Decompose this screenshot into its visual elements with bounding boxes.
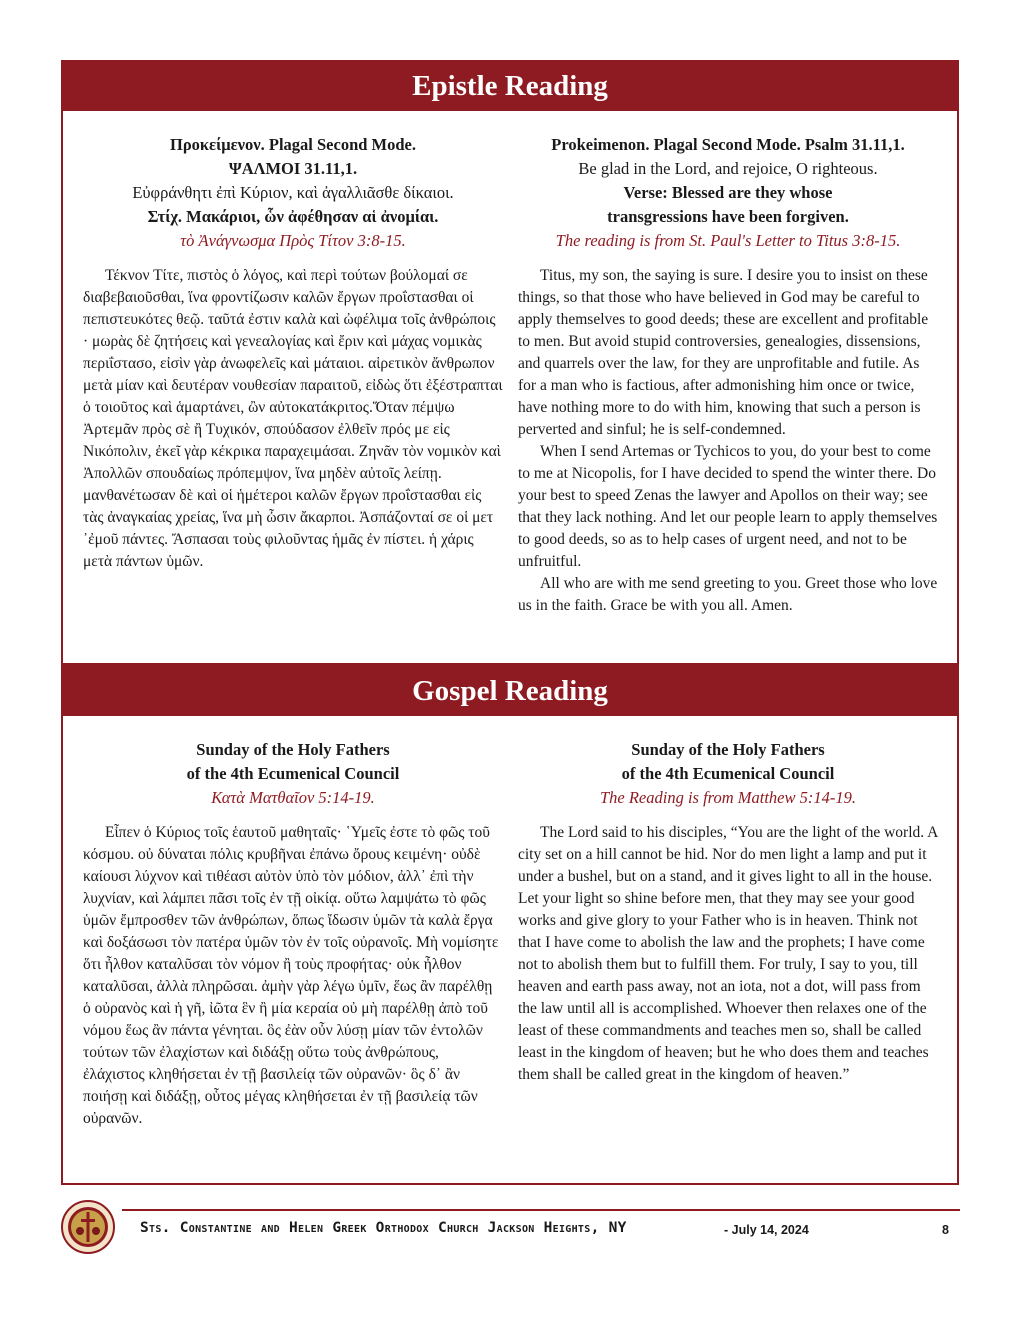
- feast-subtitle-greek: of the 4th Ecumenical Council: [186, 764, 400, 783]
- feast-title-english: Sunday of the Holy Fathers: [631, 740, 825, 759]
- verse-greek: Στίχ. Μακάριοι, ὧν ἀφέθησαν αἱ ἀνομίαι.: [147, 207, 439, 226]
- gospel-reference-english: The Reading is from Matthew 5:14-19.: [599, 788, 857, 807]
- verse-english-cont: transgressions have been forgiven.: [607, 207, 849, 226]
- gospel-greek-column: [83, 738, 503, 1130]
- gospel-greek-text: [83, 822, 503, 1130]
- epistle-reference-greek: τὸ Ἀνάγνωσμα Πρὸς Τίτον 3:8-15.: [180, 231, 406, 250]
- epistle-english-column: [518, 133, 938, 617]
- epistle-greek-heading: [83, 133, 503, 253]
- prokeimenon-greek: Προκείμενον. Plagal Second Mode.: [169, 135, 416, 154]
- gospel-section: [61, 665, 959, 1185]
- feast-subtitle-english: of the 4th Ecumenical Council: [621, 764, 835, 783]
- church-seal-icon: [61, 1200, 115, 1254]
- epistle-section: [61, 60, 959, 665]
- gospel-english-column: [518, 738, 938, 1086]
- page-number: 8: [942, 1223, 949, 1237]
- epistle-english-text: [518, 265, 938, 617]
- psalm-greek: ΨΑΛΜΟΙ 31.11,1.: [228, 159, 358, 178]
- paragraph: Τέκνον Τίτε, πιστὸς ὁ λόγος, καὶ περὶ τούτων βούλομαί σε διαβεβαιοῦσθαι, ἵνα φροντίζωσιν καλῶν ἔργων προΐστασθαι οἱ πεπιστευκότες θεῷ. ταῦτά ἐστιν καλὰ καὶ ὠφέλιμα τοῖς ἀνθρώποις · μωρὰς δὲ ζητήσεις καὶ γενεαλογίας καὶ ἔριν καὶ μάχας νομικὰς περιΐστασο, εἰσὶν γὰρ ἀνωφελεῖς καὶ μάταιοι. αἱρετικὸν ἄνθρωπον μετὰ μίαν καὶ δευτέραν νουθεσίαν παραιτοῦ, εἰδὼς ὅτι ἐξέστραπται ὁ τοιοῦτος καὶ ἁμαρτάνει, ὢν αὐτοκατάκριτος.Ὅταν πέμψω Ἀρτεμᾶν πρὸς σὲ ἢ Τυχικόν, σπούδασον ἐλθεῖν πρός με εἰς Νικόπολιν, ἐκεῖ γὰρ κέκρικα παραχειμάσαι. Ζηνᾶν τὸν νομικὸν καὶ Ἀπολλῶν σπουδαίως πρόπεμψον, ἵνα μηδὲν αὐτοῖς λείπῃ. μανθανέτωσαν δὲ καὶ οἱ ἡμέτεροι καλῶν ἔργων προΐστασθαι εἰς τὰς ἀναγκαίας χρείας, ἵνα μὴ ὦσιν ἄκαρποι. Ἀσπάζονταί σε οἱ μετ ᾿ἐμοῦ πάντες. Ἄσπασαι τοὺς φιλοῦντας ἡμᾶς ἐν πίστει. ἡ χάρις μετὰ πάντων ὑμῶν.: [83, 267, 503, 570]
- paragraph: Εἶπεν ὁ Κύριος τοῖς ἑαυτοῦ μαθηταῖς· ῾Υμεῖς ἐστε τὸ φῶς τοῦ κόσμου. οὐ δύναται πόλις κρυβῆναι ἐπάνω ὄρους κειμένη· οὐδὲ καίουσι λύχνον καὶ τιθέασι αὐτὸν ὑπὸ τὸν μόδιον, ἀλλ᾿ ἐπὶ τὴν λυχνίαν, καὶ λάμπει πᾶσι τοῖς ἐν τῇ οἰκίᾳ. οὕτω λαμψάτω τὸ φῶς ὑμῶν ἔμπροσθεν τῶν ἀνθρώπων, ὅπως ἴδωσιν ὑμῶν τὰ καλὰ ἔργα καὶ δοξάσωσι τὸν πατέρα ὑμῶν τὸν ἐν τοῖς οὐρανοῖς. Μὴ νομίσητε ὅτι ἦλθον καταλῦσαι τὸν νόμον ἢ τοὺς προφήτας· οὐκ ἦλθον καταλῦσαι, ἀλλὰ πληρῶσαι. ἀμὴν γὰρ λέγω ὑμῖν, ἕως ἂν παρέλθῃ ὁ οὐρανὸς καὶ ἡ γῆ, ἰῶτα ἓν ἢ μία κεραία οὐ μὴ παρέλθῃ ἀπὸ τοῦ νόμου ἕως ἂν πάντα γένηται. ὃς ἐὰν οὖν λύσῃ μίαν τῶν ἐντολῶν τούτων τῶν ἐλαχίστων καὶ διδάξῃ οὕτω τοὺς ἀνθρώπους, ἐλάχιστος κληθήσεται ἐν τῇ βασιλείᾳ τῶν οὐρανῶν· ὃς δ᾿ ἂν ποιήσῃ καὶ διδάξῃ, οὗτος μέγας κληθήσεται ἐν τῇ βασιλείᾳ τῶν οὐρανῶν.: [83, 824, 499, 1127]
- prokeimenon-text-english: Be glad in the Lord, and rejoice, O righteous.: [578, 159, 878, 178]
- footer-divider: [122, 1209, 960, 1211]
- epistle-greek-text: [83, 265, 503, 573]
- epistle-english-heading: [518, 133, 938, 253]
- epistle-greek-column: [83, 133, 503, 573]
- gospel-english-text: [518, 822, 938, 1086]
- paragraph: The Lord said to his disciples, “You are the light of the world. A city set on a hill cannot be hid. Nor do men light a lamp and put it under a bushel, but on a stand, and it gives light to all in the house. Let your light so shine before men, that they may see your good works and give glory to your Father who is in heaven. Think not that I have come to abolish the law and the prophets; I have come not to abolish them but to fulfill them. For truly, I say to you, till heaven and earth pass away, not an iota, not a dot, will pass from the law until all is accomplished. Whoever then relaxes one of the least of these commandments and teaches men so, shall be called least in the kingdom of heaven; but he who does them and teaches them shall be called great in the kingdom of heaven.”: [518, 824, 938, 1083]
- footer-church-name: Sts. Constantine and Helen Greek Orthodox Church Jackson Heights, NY: [140, 1220, 627, 1236]
- paragraph: All who are with me send greeting to you. Greet those who love us in the faith. Grace be with you all. Amen.: [518, 575, 938, 614]
- feast-title-greek: Sunday of the Holy Fathers: [196, 740, 390, 759]
- gospel-greek-heading: [83, 738, 503, 810]
- paragraph: Titus, my son, the saying is sure. I desire you to insist on these things, so that those who have believed in God may be careful to apply themselves to good deeds; these are excellent and profitable to men. But avoid stupid controversies, genealogies, dissensions, and quarrels over the law, for they are unprofitable and futile. As for a man who is factious, after admonishing him once or twice, have nothing more to do with him, knowing that such a person is perverted and sinful; he is self-condemned.: [518, 267, 929, 438]
- prokeimenon-text-greek: Εὐφράνθητι ἐπὶ Κύριον, καὶ ἀγαλλιᾶσθε δίκαιοι.: [132, 183, 454, 202]
- gospel-reference-greek: Κατὰ Ματθαῖον 5:14-19.: [211, 788, 375, 807]
- epistle-reference-english: The reading is from St. Paul's Letter to Titus 3:8-15.: [555, 231, 901, 250]
- prokeimenon-english: Prokeimenon. Plagal Second Mode. Psalm 31.11,1.: [551, 135, 905, 154]
- gospel-title: Gospel Reading: [63, 667, 957, 716]
- verse-english: Verse: Blessed are they whose: [623, 183, 833, 202]
- gospel-english-heading: [518, 738, 938, 810]
- paragraph: When I send Artemas or Tychicos to you, do your best to come to me at Nicopolis, for I have decided to spend the winter there. Do your best to speed Zenas the lawyer and Apollos on their way; see that they lack nothing. And let our people learn to apply themselves to good deeds, so as to help cases of urgent need, and not to be unfruitful.: [518, 443, 938, 570]
- footer-date: - July 14, 2024: [724, 1223, 809, 1237]
- epistle-title: Epistle Reading: [63, 62, 957, 111]
